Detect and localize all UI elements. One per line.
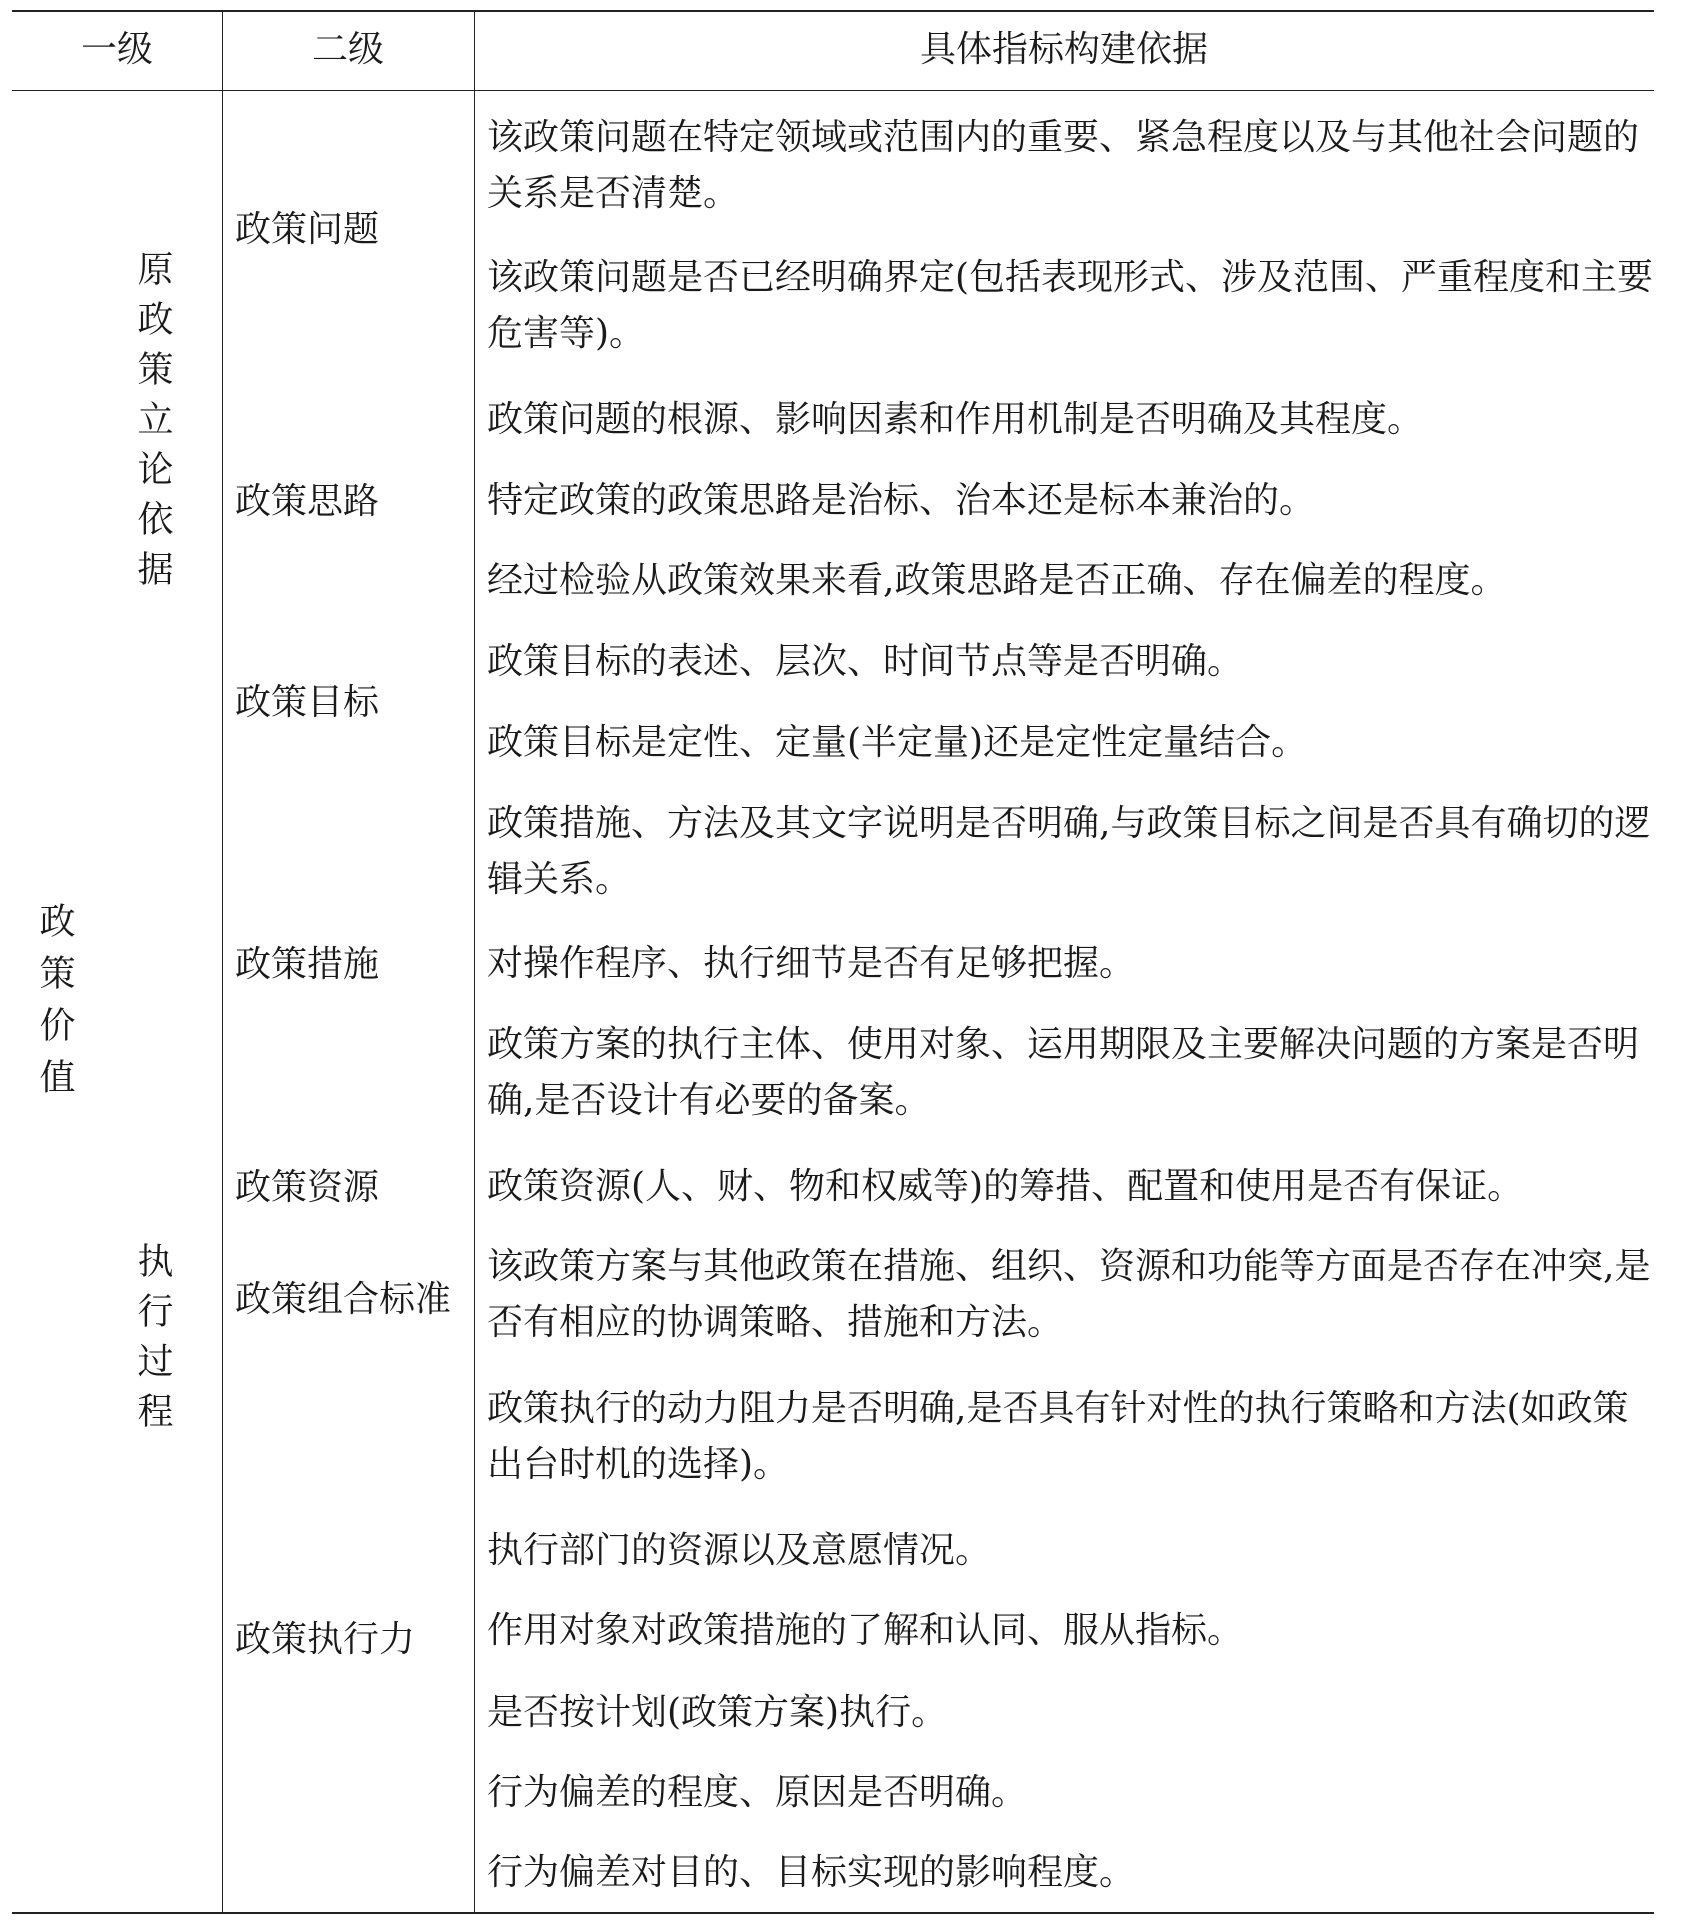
header-rule	[12, 90, 1654, 91]
level1-cell: 政策价值	[34, 902, 75, 1110]
criterion-7: 政策措施、方法及其文字说明是否明确,与政策目标之间是否具有确切的逻辑关系。	[487, 803, 1651, 900]
bottom-rule	[12, 1912, 1654, 1914]
criterion-6: 政策目标是定性、定量(半定量)还是定性定量结合。	[487, 722, 1308, 763]
criterion-5: 政策目标的表述、层次、时间节点等是否明确。	[487, 641, 1244, 682]
header-level1: 一级	[80, 29, 153, 70]
level2-item-1: 政策思路	[235, 481, 380, 522]
level1-sub-cell-0: 原政策立论依据	[132, 250, 173, 600]
criterion-10: 政策资源(人、财、物和权威等)的筹措、配置和使用是否有保证。	[487, 1166, 1524, 1207]
level2-item-2: 政策目标	[235, 682, 380, 723]
criterion-4: 经过检验从政策效果来看,政策思路是否正确、存在偏差的程度。	[487, 560, 1507, 601]
criterion-0: 该政策问题在特定领域或范围内的重要、紧急程度以及与其他社会问题的关系是否清楚。	[487, 117, 1640, 214]
level2-item-0: 政策问题	[235, 209, 380, 250]
header-level2: 二级	[311, 29, 384, 70]
column-divider-1	[222, 10, 223, 1913]
level2-item-6: 政策执行力	[235, 1619, 416, 1660]
criterion-17: 行为偏差对目的、目标实现的影响程度。	[487, 1852, 1136, 1893]
level1-sub-cell-1: 执行过程	[132, 1242, 173, 1442]
criterion-16: 行为偏差的程度、原因是否明确。	[487, 1772, 1028, 1813]
level2-item-4: 政策资源	[235, 1167, 380, 1208]
criterion-15: 是否按计划(政策方案)执行。	[487, 1692, 948, 1733]
criterion-14: 作用对象对政策措施的了解和认同、服从指标。	[487, 1610, 1244, 1651]
criterion-1: 该政策问题是否已经明确界定(包括表现形式、涉及范围、严重程度和主要危害等)。	[487, 257, 1654, 354]
criterion-3: 特定政策的政策思路是治标、治本还是标本兼治的。	[487, 480, 1316, 521]
criterion-11: 该政策方案与其他政策在措施、组织、资源和功能等方面是否存在冲突,是否有相应的协调策略、措施和方法。	[487, 1246, 1651, 1343]
level2-item-5: 政策组合标准	[235, 1279, 452, 1320]
level2-item-3: 政策措施	[235, 944, 380, 985]
indicator-table	[12, 10, 1654, 1914]
criterion-2: 政策问题的根源、影响因素和作用机制是否明确及其程度。	[487, 399, 1424, 440]
header-basis: 具体指标构建依据	[919, 29, 1208, 70]
criterion-9: 政策方案的执行主体、使用对象、运用期限及主要解决问题的方案是否明确,是否设计有必要的备案。	[487, 1024, 1640, 1121]
criterion-8: 对操作程序、执行细节是否有足够把握。	[487, 943, 1136, 984]
column-divider-2	[474, 10, 475, 1913]
criterion-12: 政策执行的动力阻力是否明确,是否具有针对性的执行策略和方法(如政策出台时机的选择)。	[487, 1388, 1629, 1485]
criterion-13: 执行部门的资源以及意愿情况。	[487, 1530, 992, 1571]
